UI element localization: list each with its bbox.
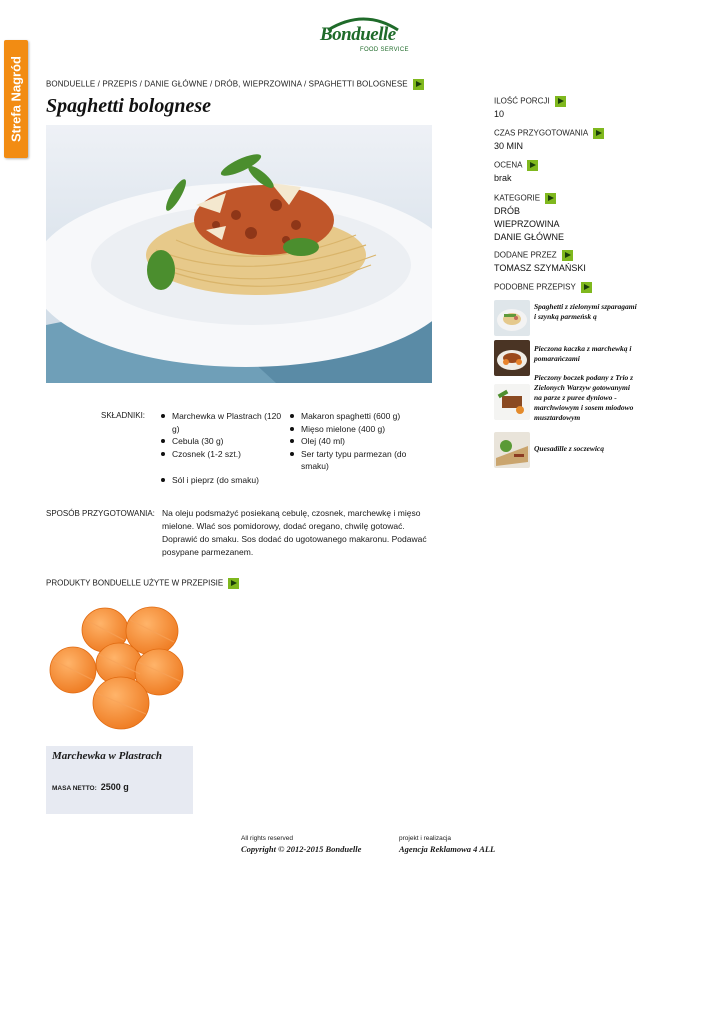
- similar-recipe-title[interactable]: Quesadille z soczewicą: [534, 444, 604, 453]
- bacon-thumb-icon: [494, 384, 530, 420]
- ingredients-label: SKŁADNIKI:: [101, 411, 146, 420]
- footer-agency: [399, 833, 495, 855]
- breadcrumb-text[interactable]: BONDUELLE / PRZEPIS / DANIE GŁÓWNE / DRÓB, WIEPRZOWINA / SPAGHETTI BOLOGNESE: [46, 79, 408, 89]
- added-by-arrow-icon[interactable]: [562, 250, 573, 261]
- breadcrumb: [46, 79, 424, 90]
- ingredient-item: Cebula (30 g): [160, 435, 286, 448]
- rating-value: brak: [494, 173, 512, 183]
- product-image[interactable]: [46, 590, 193, 746]
- similar-recipes-label: PODOBNE PRZEPISY: [494, 282, 644, 293]
- page-title: Spaghetti bolognese: [46, 95, 212, 117]
- portions-block: [494, 96, 566, 120]
- ingredient-item: Olej (40 ml): [289, 435, 417, 448]
- breadcrumb-arrow-icon[interactable]: [413, 79, 424, 90]
- rewards-zone-label: Strefa Nagród: [8, 56, 24, 142]
- footer-copyright: [241, 833, 361, 855]
- recipe-photo: [46, 125, 432, 383]
- categories-label: KATEGORIE: [494, 193, 564, 204]
- ingredients-list-col3: [160, 474, 286, 487]
- product-card[interactable]: [46, 590, 193, 814]
- category-item[interactable]: WIEPRZOWINA: [494, 219, 560, 229]
- similar-recipe-item[interactable]: [494, 340, 644, 376]
- added-by-label: DODANE PRZEZ: [494, 250, 586, 261]
- portions-arrow-icon[interactable]: [555, 96, 566, 107]
- added-by-value[interactable]: TOMASZ SZYMAŃSKI: [494, 263, 586, 273]
- footer-copyright-text: Copyright © 2012-2015 Bonduelle: [241, 844, 362, 854]
- portions-label: ILOŚĆ PORCJI: [494, 96, 566, 107]
- preparation-label: SPOSÓB PRZYGOTOWANIA:: [46, 509, 155, 518]
- ingredient-item: Makaron spaghetti (600 g): [289, 410, 417, 423]
- prep-time-value: 30 MIN: [494, 141, 524, 151]
- product-name[interactable]: Marchewka w Plastrach: [52, 750, 163, 762]
- categories-arrow-icon[interactable]: [545, 193, 556, 204]
- spaghetti-photo-icon: [46, 125, 432, 383]
- products-label: PRODUKTY BONDUELLE UŻYTE W PRZEPISIE: [46, 578, 239, 589]
- footer-project-label: projekt i realizacja: [399, 835, 452, 842]
- ingredient-item: Marchewka w Plastrach (120 g): [160, 410, 286, 435]
- quesadilla-thumb-icon: [494, 432, 530, 468]
- added-by-block: [494, 250, 586, 274]
- product-net-weight: MASA NETTO: 2500 g: [52, 782, 129, 792]
- rating-arrow-icon[interactable]: [527, 160, 538, 171]
- portions-value: 10: [494, 109, 505, 119]
- prep-time-arrow-icon[interactable]: [593, 128, 604, 139]
- pasta-thumb-icon: [494, 300, 530, 336]
- similar-recipe-item[interactable]: [494, 432, 644, 468]
- duck-thumb-icon: [494, 340, 530, 376]
- ingredient-item: Sól i pieprz (do smaku): [160, 474, 286, 487]
- products-arrow-icon[interactable]: [228, 578, 239, 589]
- similar-recipe-thumbnail[interactable]: [494, 432, 530, 468]
- rewards-zone-tab[interactable]: [4, 40, 28, 158]
- ingredient-item: Mięso mielone (400 g): [289, 423, 417, 436]
- category-item[interactable]: DRÓB: [494, 206, 521, 216]
- similar-recipe-title[interactable]: Spaghetti z zielonymi szparagami i szynką parmeńsk ą: [534, 302, 637, 321]
- categories-block: [494, 193, 564, 243]
- similar-recipe-item[interactable]: [494, 373, 644, 422]
- similar-recipe-title[interactable]: Pieczona kaczka z marchewką i pomarańczami: [534, 344, 632, 363]
- prep-time-block: [494, 128, 604, 152]
- similar-recipe-thumbnail[interactable]: [494, 300, 530, 336]
- similar-recipe-item[interactable]: [494, 300, 644, 336]
- similar-arrow-icon[interactable]: [581, 282, 592, 293]
- similar-recipe-thumbnail[interactable]: [494, 340, 530, 376]
- similar-recipe-thumbnail[interactable]: [494, 384, 530, 420]
- bonduelle-logo[interactable]: [318, 14, 410, 58]
- rating-block: [494, 160, 538, 184]
- category-item[interactable]: DANIE GŁÓWNE: [494, 232, 565, 242]
- preparation-text: Na oleju podsmażyć posiekaną cebulę, czosnek, marchewkę i mięso mielone. Wlać sos pomidorowy, dodać oregano, chwilę gotować. Doprawić do smaku. Sos dodać do ugotowanego makaronu. Podawać posypane parmezanem.: [162, 508, 427, 557]
- ingredients-list-col1: [160, 410, 286, 460]
- logo-sub: FOOD SERVICE: [360, 47, 409, 53]
- similar-recipe-title[interactable]: Pieczony boczek podany z Trio z Zielonych Warzyw gotowanymi na parze z puree dyniowo - marchwiowym i sosem miodowo musztardowym: [534, 373, 634, 422]
- footer-agency-name[interactable]: Agencja Reklamowa 4 ALL: [399, 844, 496, 854]
- carrot-slices-icon: [46, 590, 193, 746]
- similar-recipes: [494, 282, 644, 472]
- prep-time-label: CZAS PRZYGOTOWANIA: [494, 128, 604, 139]
- rating-label: OCENA: [494, 160, 538, 171]
- product-net-value: 2500 g: [100, 782, 129, 792]
- logo-brand: Bonduelle: [320, 24, 396, 45]
- footer-rights: All rights reserved: [241, 835, 294, 842]
- ingredient-item: Czosnek (1-2 szt.): [160, 448, 286, 461]
- ingredient-item: Ser tarty typu parmezan (do smaku): [289, 448, 417, 473]
- ingredients-list-col2: [289, 410, 417, 473]
